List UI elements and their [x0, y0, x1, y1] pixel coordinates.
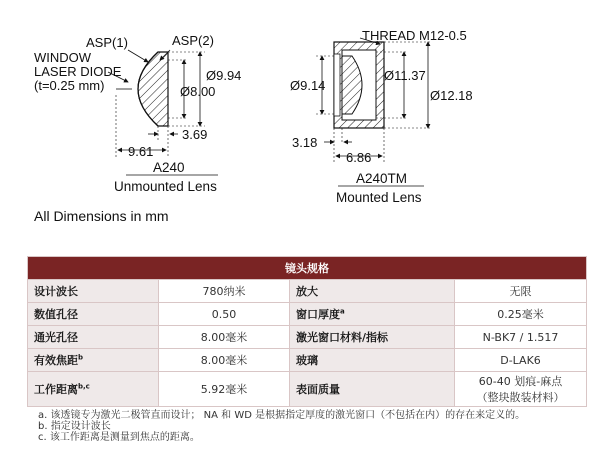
spec-label: 数值孔径 — [34, 308, 78, 321]
dim-11-37: Ø11.37 — [384, 68, 426, 83]
all-dimensions-note: All Dimensions in mm — [34, 208, 169, 224]
footnote-a: a. 该透镜专为激光二极管直而设计； NA 和 WD 是根据指定厚度的激光窗口（不包括在内）的存在来定义的。 — [38, 410, 526, 421]
spec-label: 表面质量 — [296, 383, 340, 396]
spec-value: N-BK7 / 1.517 — [455, 326, 587, 349]
spec-value: 0.50 — [159, 303, 290, 326]
spec-label: 工作距离 — [34, 383, 78, 396]
asp1-label: ASP(1) — [86, 35, 128, 50]
dim-6-86: 6.86 — [346, 150, 372, 165]
footnote-mark: b — [78, 353, 84, 362]
spec-label: 设计波长 — [34, 285, 78, 298]
spec-value: 5.92毫米 — [159, 372, 290, 407]
dim-12-18: Ø12.18 — [430, 88, 473, 103]
footnotes — [38, 410, 525, 443]
dim-3-18: 3.18 — [292, 135, 318, 150]
a240-desc: Unmounted Lens — [114, 179, 217, 194]
dim-9-61: 9.61 — [128, 144, 154, 159]
asp2-label: ASP(2) — [172, 33, 214, 48]
spec-table-title: 镜头规格 — [28, 257, 587, 280]
spec-value: 780纳米 — [159, 280, 290, 303]
a240tm-lens — [316, 38, 432, 162]
footnote-mark: b,c — [78, 382, 90, 391]
a240-model: A240 — [153, 160, 185, 175]
footnote-c: c. 该工作距离是测量到焦点的距离。 — [38, 432, 200, 443]
window-label-3: (t=0.25 mm) — [34, 78, 105, 93]
table-row — [28, 372, 587, 407]
a240tm-model: A240TM — [356, 171, 408, 186]
spec-value: 8.00毫米 — [159, 326, 290, 349]
spec-value: 60-40 划痕-麻点 — [478, 375, 563, 388]
table-row — [28, 326, 587, 349]
spec-value: 0.25毫米 — [455, 303, 587, 326]
dim-9-14: Ø9.14 — [290, 78, 326, 93]
table-row — [28, 349, 587, 372]
window-label-2: LASER DIODE — [34, 64, 122, 79]
spec-label: 放大 — [296, 285, 318, 298]
spec-value: 8.00毫米 — [159, 349, 290, 372]
window-label-1: WINDOW — [34, 50, 92, 65]
dim-3-69: 3.69 — [182, 127, 208, 142]
a240tm-desc: Mounted Lens — [336, 190, 422, 205]
spec-label: 有效焦距 — [34, 354, 78, 367]
spec-label: 通光孔径 — [34, 331, 78, 344]
table-row — [28, 303, 587, 326]
spec-value: D-LAK6 — [455, 349, 587, 372]
footnote-mark: a — [340, 307, 345, 316]
spec-label: 玻璃 — [296, 354, 318, 367]
dim-9-94: Ø9.94 — [206, 68, 242, 83]
footnote-b: b. 指定设计波长 — [38, 421, 111, 432]
spec-label: 激光窗口材料/指标 — [296, 331, 389, 344]
spec-value: 无限 — [455, 280, 587, 303]
spec-table — [27, 256, 587, 407]
spec-label: 窗口厚度 — [296, 308, 340, 321]
table-row — [28, 280, 587, 303]
thread-label: THREAD M12-0.5 — [362, 28, 467, 43]
dim-8-00: Ø8.00 — [180, 84, 216, 99]
spec-value-sub: （整块散装材料） — [476, 391, 565, 404]
